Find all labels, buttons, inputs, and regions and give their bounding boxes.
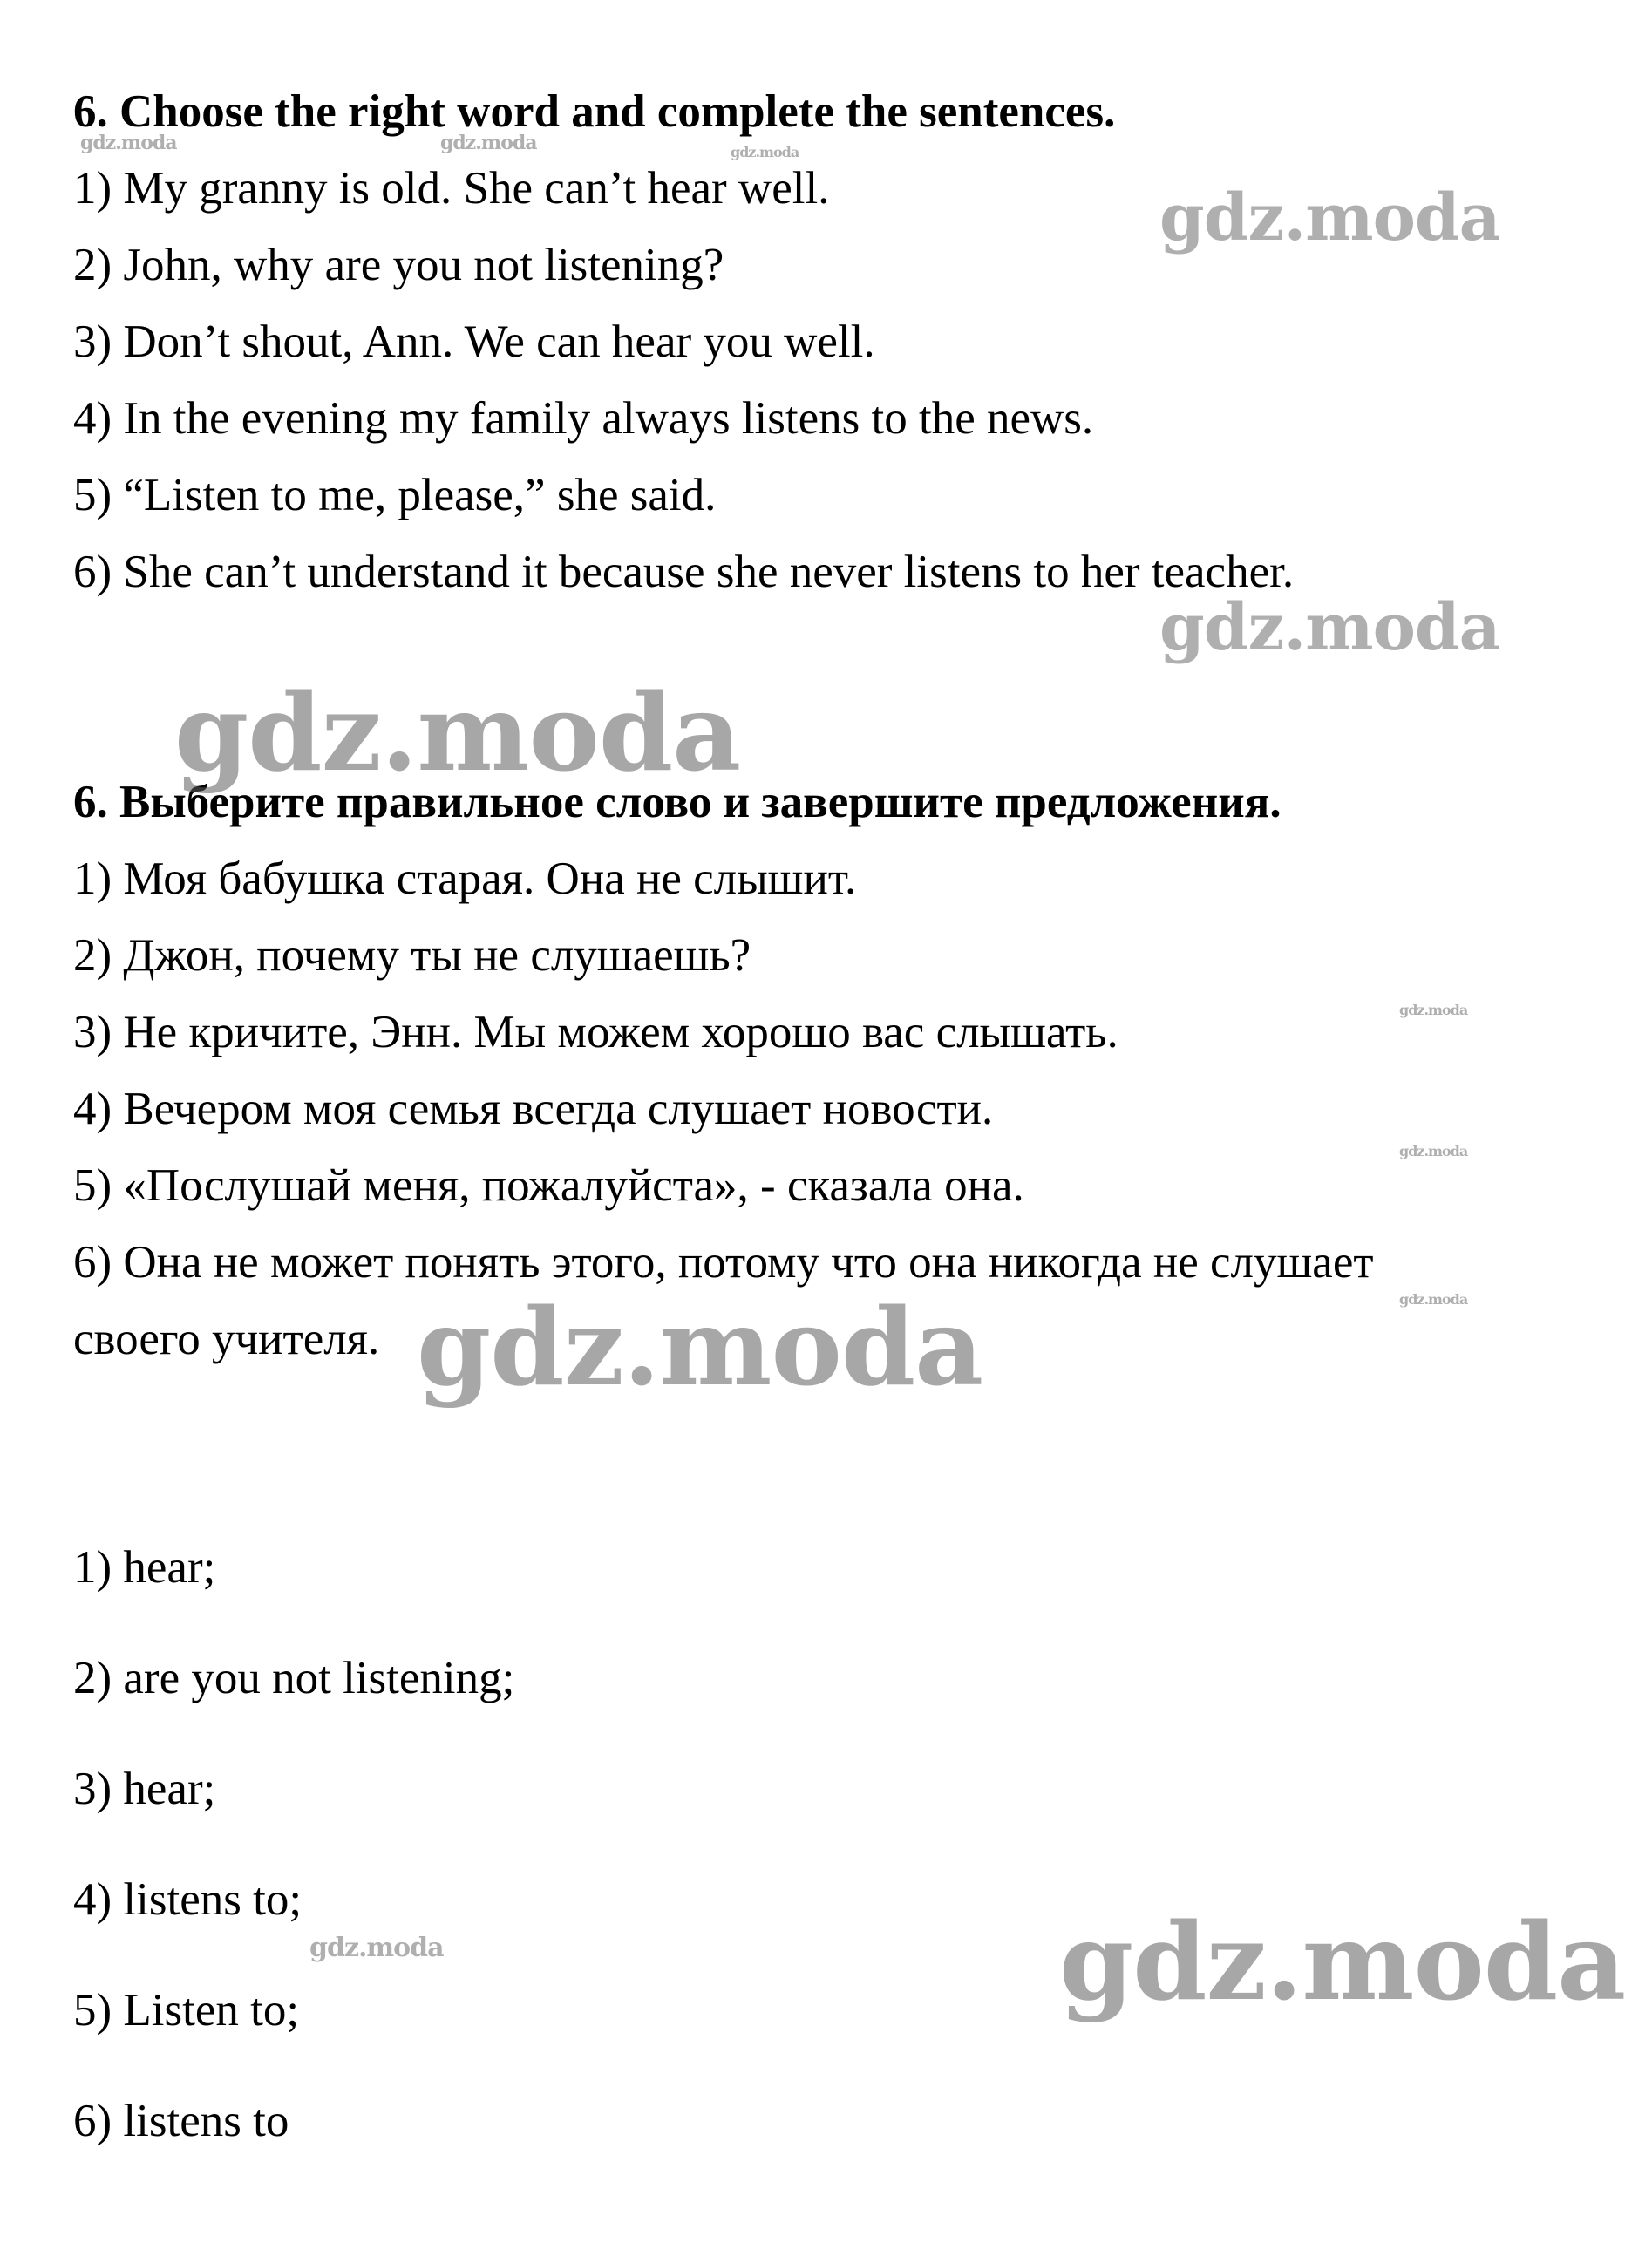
watermark: gdz.moda [1399,1002,1468,1018]
english-sentence-4: 4) In the evening my family always listens to the news. [73,393,1094,444]
watermark: gdz.moda [731,144,799,160]
watermark: gdz.moda [1399,1143,1468,1159]
russian-sentence-5: 5) «Послушай меня, пожалуйста», - сказала она. [73,1160,1024,1211]
answer-1: 1) hear; [73,1542,216,1593]
answer-3: 3) hear; [73,1764,216,1814]
russian-sentence-4: 4) Вечером моя семья всегда слушает новости. [73,1084,994,1134]
watermark: gdz.moda [1399,1291,1468,1308]
russian-sentence-3: 3) Не кричите, Энн. Мы можем хорошо вас слышать. [73,1007,1118,1057]
english-sentence-6: 6) She can’t understand it because she never listens to her teacher. [73,547,1295,597]
english-sentence-3: 3) Don’t shout, Ann. We can hear you well. [73,316,875,367]
watermark: gdz.moda [174,670,741,795]
russian-sentence-1: 1) Моя бабушка старая. Она не слышит. [73,853,857,904]
answer-5: 5) Listen to; [73,1985,300,2036]
russian-heading: 6. Выберите правильное слово и завершите предложения. [73,777,1281,827]
watermark: gdz.moda [309,1933,444,1963]
watermark: gdz.moda [440,132,537,154]
answer-6: 6) listens to [73,2096,289,2146]
watermark: gdz.moda [80,132,177,154]
answer-2: 2) are you not listening; [73,1653,515,1703]
watermark: gdz.moda [417,1284,983,1410]
english-sentence-5: 5) “Listen to me, please,” she said. [73,470,717,520]
english-sentence-1: 1) My granny is old. She can’t hear well. [73,163,830,214]
russian-sentence-6-continued: своего учителя. [73,1314,380,1364]
russian-sentence-6: 6) Она не может понять этого, потому что она никогда не слушает [73,1237,1374,1288]
english-sentence-2: 2) John, why are you not listening? [73,240,724,290]
watermark: gdz.moda [1059,1899,1626,2024]
watermark: gdz.moda [1159,180,1500,255]
english-heading: 6. Choose the right word and complete the sentences. [73,86,1116,137]
watermark: gdz.moda [1159,590,1500,665]
russian-sentence-2: 2) Джон, почему ты не слушаешь? [73,930,751,981]
answer-4: 4) listens to; [73,1874,303,1925]
